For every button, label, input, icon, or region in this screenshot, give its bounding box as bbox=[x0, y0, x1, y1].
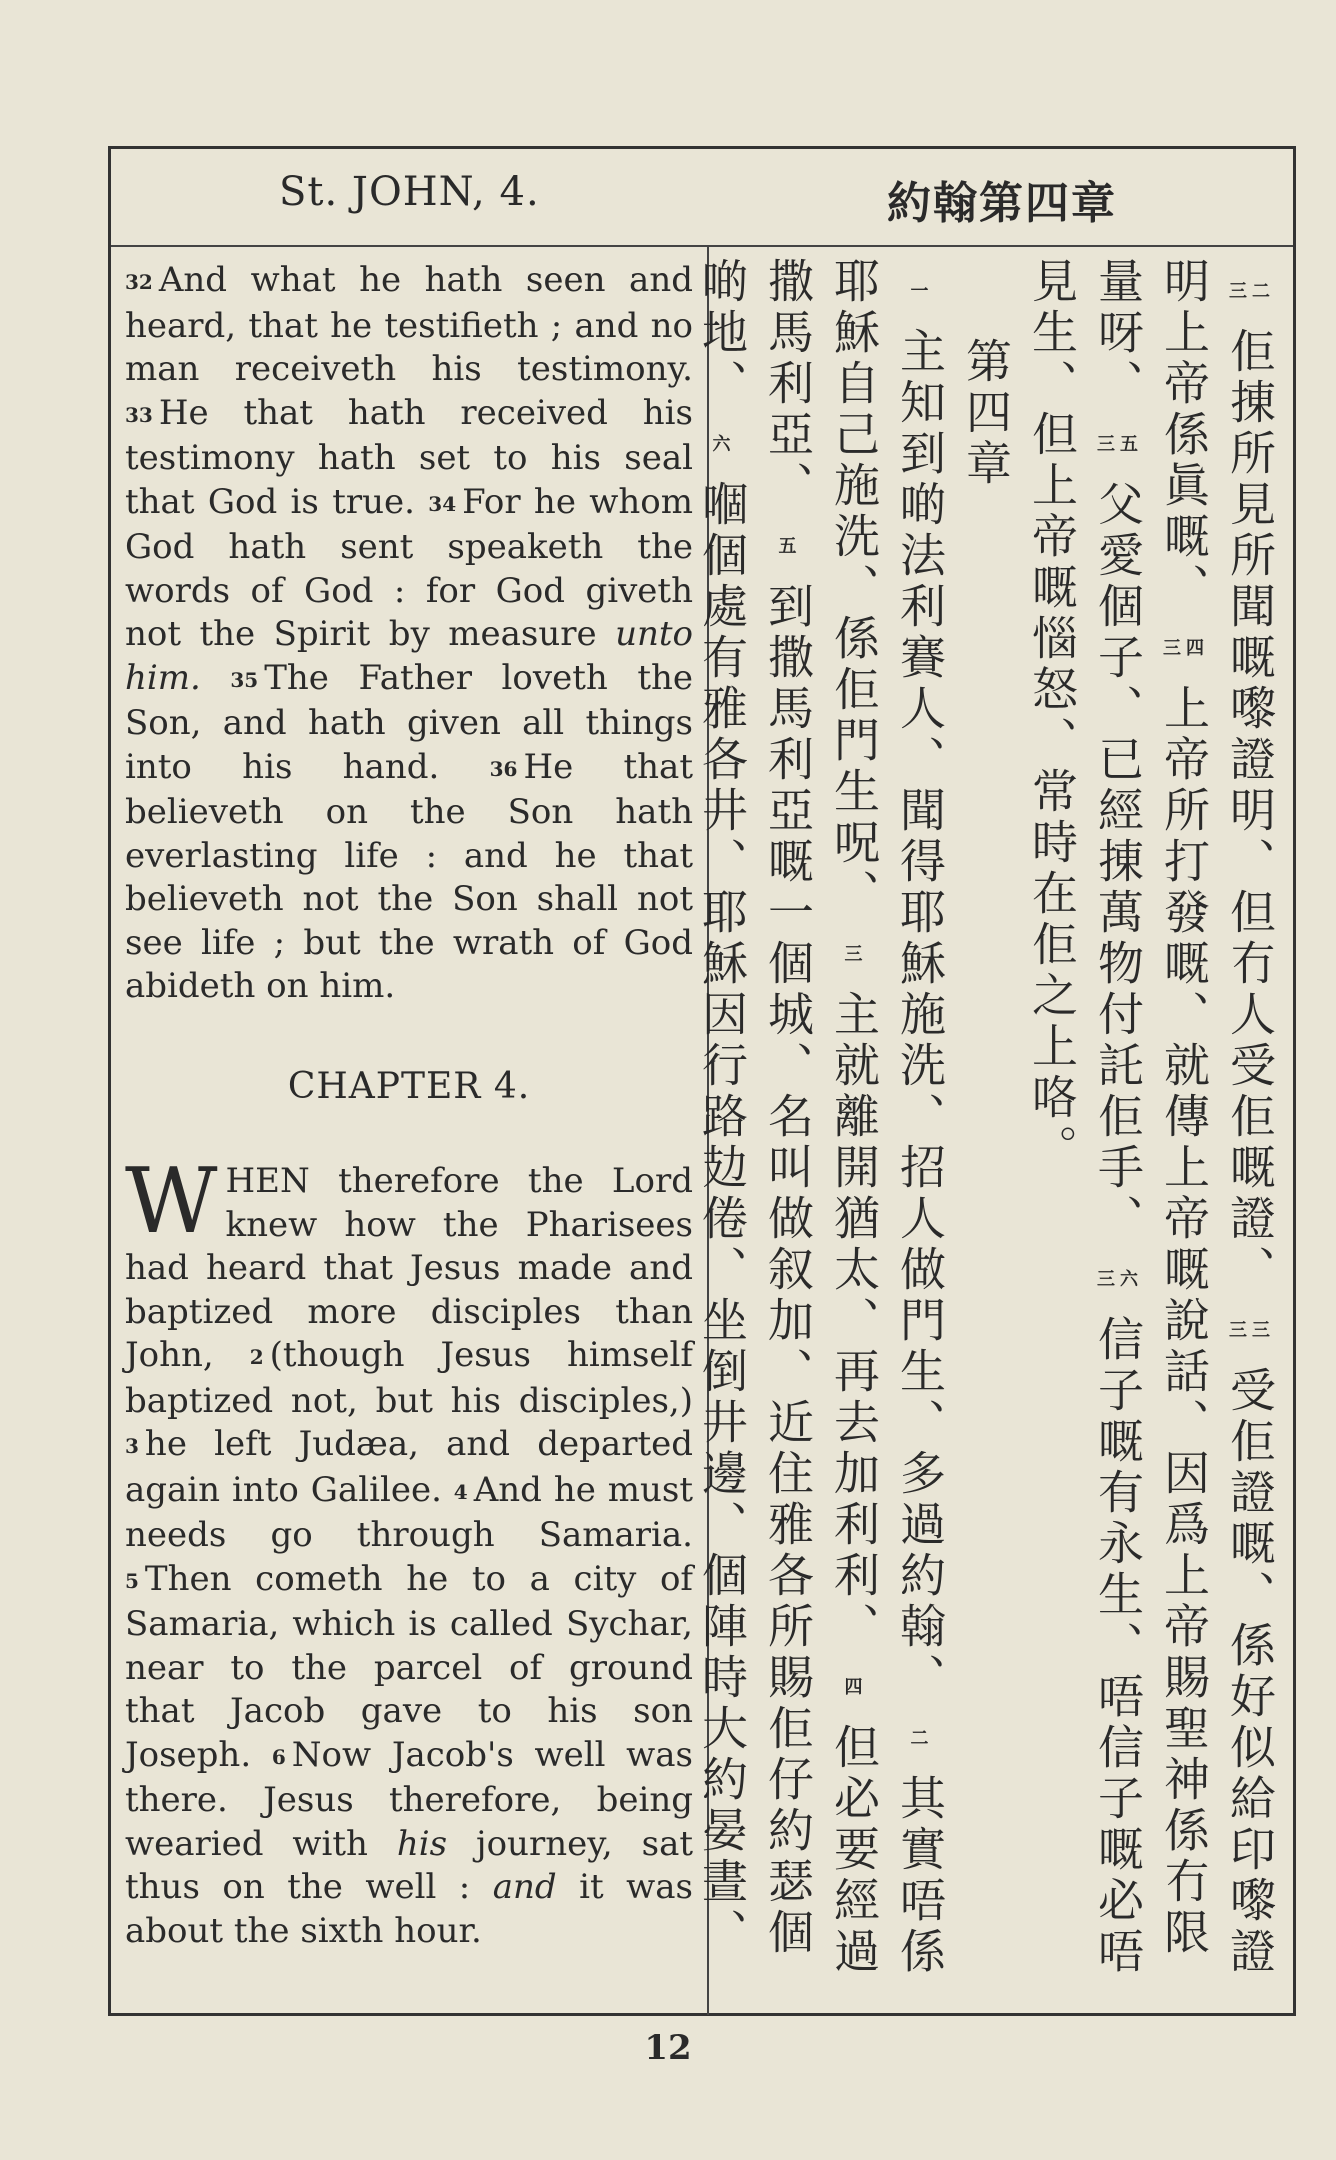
verse-text: 但必要經過撒馬利亞、 bbox=[761, 257, 881, 1978]
verse-number: 3 bbox=[125, 1434, 139, 1458]
english-chapter-heading: CHAPTER 4. bbox=[287, 1065, 531, 1107]
verse-text: The Father loveth the Son, and hath given all things into his hand. bbox=[125, 657, 693, 787]
english-ch3-paragraph bbox=[125, 259, 693, 1009]
verse-number: 2 bbox=[249, 1345, 264, 1369]
verse-number: 一 bbox=[910, 281, 934, 302]
english-column bbox=[125, 259, 693, 1953]
verse-text: 其實唔係耶穌自己施洗、係佢門生呪、 bbox=[827, 257, 947, 1978]
verse-text: 到撒馬利亞嘅一個城、名叫做叙加、近住雅各所賜佢仔約瑟個啲地、 bbox=[695, 257, 815, 1959]
drop-cap: W bbox=[125, 1149, 218, 1254]
chinese-column bbox=[695, 257, 1283, 1997]
verse-text: HEN therefore the Lord knew how the Pharisees had heard that Jesus made and baptized more disciples than John, bbox=[125, 1161, 693, 1375]
verse-text: 主知到啲法利賽人、聞得耶穌施洗、招人做門生、多過約翰、 bbox=[893, 327, 947, 1704]
verse-italic-text: his bbox=[396, 1823, 448, 1864]
verse-number: 36 bbox=[489, 756, 518, 781]
verse-number: 33 bbox=[125, 402, 153, 427]
verse-text: And what he hath seen and heard, that he testifieth ; and no man receiveth his testimony. bbox=[125, 260, 693, 389]
chinese-running-title: 約翰第四章 bbox=[887, 178, 1117, 229]
verse-text: 信子嘅有永生、唔信子嘅必唔見生、但上帝嘅惱怒、常時在佢之上咯。 bbox=[1025, 257, 1145, 1978]
verse-number: 三四 bbox=[1163, 638, 1209, 659]
verse-number: 三五 bbox=[1097, 434, 1143, 455]
chinese-ch3-paragraph bbox=[1019, 257, 1283, 1997]
verse-number: 5 bbox=[125, 1568, 139, 1593]
verse-text: He that hath received his testimony hath set to his seal that God is true. bbox=[125, 392, 693, 522]
verse-text: 上帝所打發嘅、就傳上帝嘅說話、因爲上帝賜聖神係冇限量呀、 bbox=[1091, 257, 1211, 1959]
english-running-title: St. JOHN, 4. bbox=[279, 169, 540, 215]
verse-text: (though Jesus himself baptized not, but his disciples,) bbox=[125, 1335, 693, 1421]
verse-number: 35 bbox=[230, 667, 259, 692]
page-frame bbox=[108, 146, 1296, 2016]
verse-number: 4 bbox=[453, 1479, 468, 1504]
verse-number: 三 bbox=[844, 944, 868, 965]
verse-number: 34 bbox=[428, 491, 457, 516]
verse-text: He that believeth on the Son hath everlasting life : and he that believeth not the Son shall not see life ; but the wrath of God abideth on him. bbox=[125, 746, 693, 1006]
page-number: 12 bbox=[644, 2028, 692, 2068]
verse-text: he left Judæa, and departed again into Galilee. bbox=[125, 1424, 693, 1510]
verse-text: 受佢證嘅、係好似給印嚟證明上帝係眞嘅、 bbox=[1157, 257, 1277, 1978]
verse-number: 四 bbox=[844, 1677, 868, 1698]
verse-number: 6 bbox=[271, 1744, 286, 1769]
page-header bbox=[111, 149, 1293, 247]
verse-text: 佢㨂所見所聞嘅嚟證明、但冇人受佢嘅證、 bbox=[1223, 327, 1277, 1296]
verse-text: Now Jacob's well was there. Jesus therefore, being wearied with bbox=[125, 1734, 693, 1864]
verse-number: 五 bbox=[778, 536, 802, 557]
verse-text: it was about the sixth hour. bbox=[125, 1867, 694, 1951]
verse-text: For he whom God hath sent speaketh the words of God : for God giveth not the Spirit by measure bbox=[125, 481, 693, 654]
verse-text: And he must needs go through Samaria. bbox=[125, 1469, 693, 1555]
verse-number: 三二 bbox=[1229, 281, 1275, 302]
verse-text: journey, sat thus on the well : bbox=[125, 1823, 694, 1907]
verse-number: 三六 bbox=[1097, 1269, 1143, 1290]
verse-italic-text: unto him. bbox=[125, 614, 693, 698]
verse-text: 主就離開猶太、再去加利利、 bbox=[827, 990, 881, 1653]
chinese-ch4-paragraph bbox=[689, 257, 953, 1997]
verse-number: 二 bbox=[910, 1728, 934, 1749]
verse-italic-text: and bbox=[492, 1867, 557, 1907]
verse-text: 父愛個子、已經㨂萬物付託佢手、 bbox=[1091, 480, 1145, 1245]
verse-text: 嗰個處有雅各井、耶穌因行路攰倦、坐倒井邊、個陣時大約晏晝、 bbox=[695, 480, 749, 1959]
verse-number: 32 bbox=[125, 270, 153, 294]
verse-number: 三三 bbox=[1229, 1320, 1275, 1341]
verse-number: 六 bbox=[712, 434, 736, 455]
english-ch4-paragraph bbox=[125, 1149, 694, 1953]
chinese-chapter-heading: 第四章 bbox=[959, 337, 1013, 490]
verse-text: Then cometh he to a city of Samaria, which is called Sychar, near to the parcel of ground that Jacob gave to his son Joseph. bbox=[125, 1558, 693, 1775]
